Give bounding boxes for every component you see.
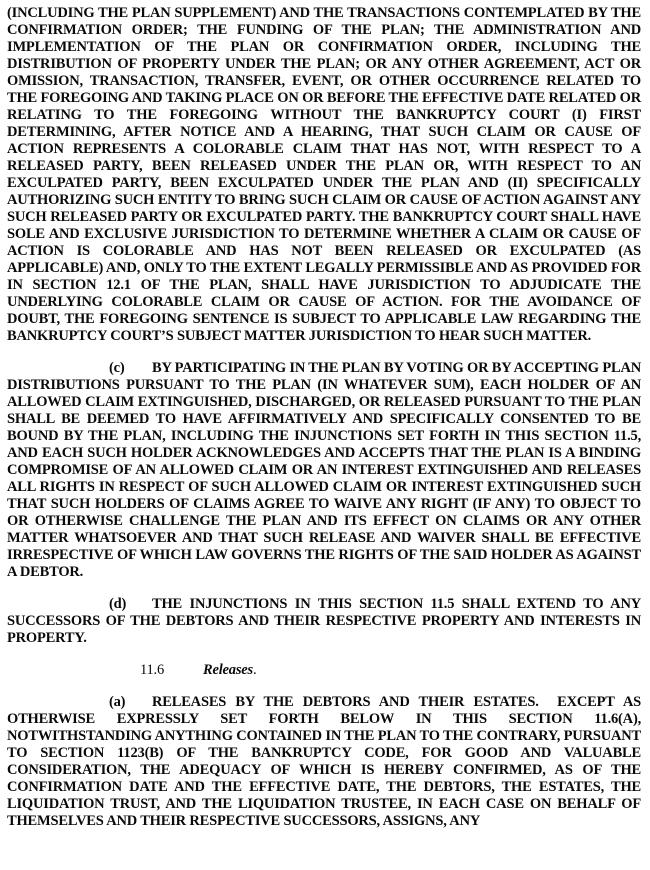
paragraph-d-text: THE INJUNCTIONS IN THIS SECTION 11.5 SHALL EXTEND TO ANY SUCCESSORS OF THE DEBTORS AND THEIR RESPECTIVE PROPERTY AND INTERESTS IN PROPERTY. — [7, 596, 641, 646]
paragraph-a-label: (a) — [109, 694, 126, 710]
paragraph-d-label: (d) — [109, 596, 127, 612]
paragraph-c — [7, 360, 641, 581]
paragraph-continuation: (INCLUDING THE PLAN SUPPLEMENT) AND THE TRANSACTIONS CONTEMPLATED BY THE CONFIRMATION ORDER; THE FUNDING OF THE PLAN; THE ADMINISTRATION AND IMPLEMENTATION OF THE PLAN OR CONFIRMATION ORDER, INCLUDING THE DISTRIBUTION OF PROPERTY UNDER THE PLAN; OR ANY OTHER AGREEMENT, ACT OR OMISSION, TRANSACTION, TRANSFER, EVENT, OR OTHER OCCURRENCE RELATED TO THE FOREGOING AND TAKING PLACE ON OR BEFORE THE EFFECTIVE DATE RELATED OR RELATING TO THE FOREGOING WITHOUT THE BANKRUPTCY COURT (I) FIRST DETERMINING, AFTER NOTICE AND A HEARING, THAT SUCH CLAIM OR CAUSE OF ACTION REPRESENTS A COLORABLE CLAIM THAT HAS NOT, WITH RESPECT TO A RELEASED PARTY, BEEN RELEASED UNDER THE PLAN OR, WITH RESPECT TO AN EXCULPATED PARTY, BEEN EXCULPATED UNDER THE PLAN AND (II) SPECIFICALLY AUTHORIZING SUCH ENTITY TO BRING SUCH CLAIM OR CAUSE OF ACTION AGAINST ANY SUCH RELEASED PARTY OR EXCULPATED PARTY. THE BANKRUPTCY COURT SHALL HAVE SOLE AND EXCLUSIVE JURISDICTION TO DETERMINE WHETHER A CLAIM OR CAUSE OF ACTION IS COLORABLE AND HAS NOT BEEN RELEASED OR EXCULPATED (AS APPLICABLE) AND, ONLY TO THE EXTENT LEGALLY PERMISSIBLE AND AS PROVIDED FOR IN SECTION 12.1 OF THE PLAN, SHALL HAVE JURISDICTION TO ADJUDICATE THE UNDERLYING COLORABLE CLAIM OR CAUSE OF ACTION. FOR THE AVOIDANCE OF DOUBT, THE FOREGOING SENTENCE IS SUBJECT TO APPLICABLE LAW REGARDING THE BANKRUPTCY COURT’S SUBJECT MATTER JURISDICTION TO HEAR SUCH MATTER. — [7, 5, 641, 344]
section-number: 11.6 — [140, 662, 165, 678]
section-title-period: . — [252, 662, 257, 678]
paragraph-a — [7, 694, 641, 830]
paragraph-a-text: EXCEPT AS OTHERWISE EXPRESSLY SET FORTH BELOW IN THIS SECTION 11.6(A), NOTWITHSTANDING ANYTHING CONTAINED IN THE PLAN TO THE CONTRARY, PURSUANT TO SECTION 1123(B) OF THE BANKRUPTCY CODE, FOR GOOD AND VALUABLE CONSIDERATION, THE ADEQUACY OF WHICH IS HEREBY CONFIRMED, AS OF THE CONFIRMATION DATE AND THE EFFECTIVE DATE, THE DEBTORS, THE ESTATES, THE LIQUIDATION TRUST, AND THE LIQUIDATION TRUSTEE, IN EACH CASE ON BEHALF OF THEMSELVES AND THEIR RESPECTIVE SUCCESSORS, ASSIGNS, ANY — [7, 694, 641, 829]
section-title: Releases — [203, 662, 253, 678]
paragraph-d — [7, 596, 641, 647]
section-heading — [140, 662, 641, 679]
paragraph-c-text: BY PARTICIPATING IN THE PLAN BY VOTING OR BY ACCEPTING PLAN DISTRIBUTIONS PURSUANT TO THE PLAN (IN WHATEVER SUM), EACH HOLDER OF AN ALLOWED CLAIM EXTINGUISHED, DISCHARGED, OR RELEASED PURSUANT TO THE PLAN SHALL BE DEEMED TO HAVE AFFIRMATIVELY AND SPECIFICALLY CONSENTED TO BE BOUND BY THE PLAN, INCLUDING THE INJUNCTIONS SET FORTH IN THIS SECTION 11.5, AND EACH SUCH HOLDER ACKNOWLEDGES AND ACCEPTS THAT THE PLAN IS A BINDING COMPROMISE OF AN ALLOWED CLAIM OR AN INTEREST EXTINGUISHED AND RELEASES ALL RIGHTS IN RESPECT OF SUCH ALLOWED CLAIM OR INTEREST EXTINGUISHED SUCH THAT SUCH HOLDERS OF CLAIMS AGREE TO WAIVE ANY RIGHT (IF ANY) TO OBJECT TO OR OTHERWISE CHALLENGE THE PLAN AND ITS EFFECT ON CLAIMS OR ANY OTHER MATTER WHATSOEVER AND THAT SUCH RELEASE AND WAIVER SHALL BE EFFECTIVE IRRESPECTIVE OF WHICH LAW GOVERNS THE RIGHTS OF THE SAID HOLDER AS AGAINST A DEBTOR. — [7, 360, 641, 580]
paragraph-c-label: (c) — [109, 360, 125, 376]
paragraph-a-lead: RELEASES BY THE DEBTORS AND THEIR ESTATES. — [152, 694, 539, 710]
